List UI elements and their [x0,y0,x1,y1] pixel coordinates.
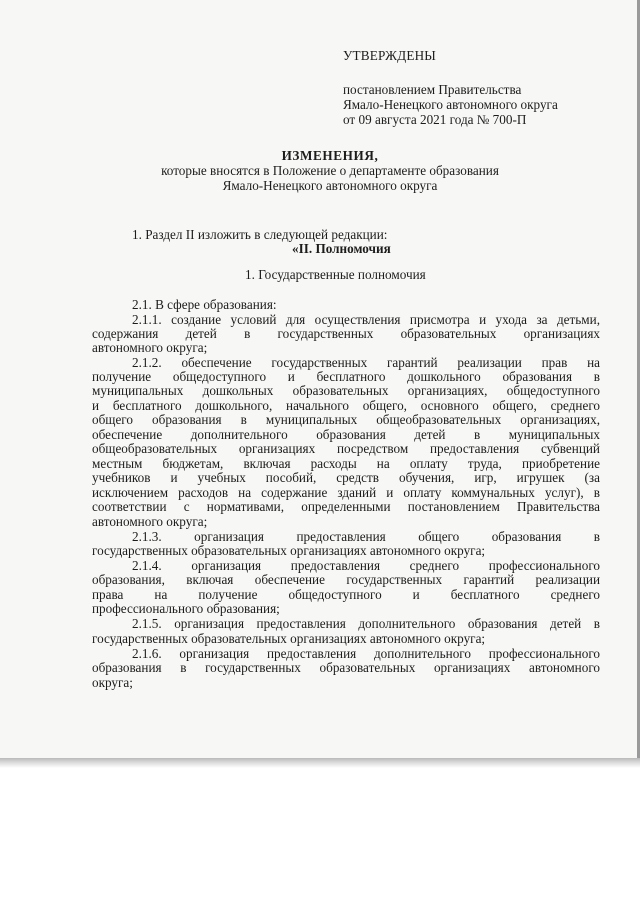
paragraph-line: 2.1.3. организация предоставления общего образования в [132,529,600,544]
paragraph-line: государственных образовательных организациях автономного округа; [92,543,486,558]
approval-stamp [343,48,558,127]
document-header [120,148,540,193]
paragraph-line: 2.1.1. создание условий для осуществления присмотра и ухода за детьми, [132,312,600,327]
approval-line: от 09 августа 2021 года № 700-П [343,112,527,127]
paragraph-line: государственных образовательных организациях автономного округа; [92,631,486,646]
paragraph-line: автономного округа; [92,340,208,355]
paragraph-line: 2.1.5. организация предоставления дополнительного образования детей в [132,616,600,631]
page-bottom-edge [0,758,640,768]
paragraph-line: и бесплатного дошкольного, начального общего, основного общего, среднего [92,398,600,413]
paragraph-line: 2.1.4. организация предоставления среднего профессионального [132,558,600,573]
paragraph-line: исключением расходов на содержание зданий и оплату коммунальных услуг), в [92,485,600,500]
document-subtitle-line: Ямало-Ненецкого автономного округа [222,178,438,193]
intro-line: 1. Раздел II изложить в следующей редакции: [132,227,388,242]
paragraph-line: муниципальных дошкольных образовательных организациях, общедоступного [92,383,600,398]
paragraph-line: 2.1.6. организация предоставления дополнительного профессионального [132,646,600,661]
section-heading: «II. Полномочия [292,241,391,256]
paragraph-line: получение общедоступного и бесплатного дошкольного образования в [92,369,600,384]
paragraph-line: округа; [92,675,133,690]
paragraph-line: образования в государственных образовательных организациях автономного [92,660,600,675]
paragraph-line: образования, включая обеспечение государственных гарантий реализации [92,572,600,587]
paragraph-line: обеспечение дополнительного образования детей в муниципальных [92,427,600,442]
paragraph-line: учебников и учебных пособий, средств обучения, игр, игрушек (за [92,470,600,485]
paragraph-line: профессионального образования; [92,601,280,616]
subsection-heading: 1. Государственные полномочия [245,267,426,282]
paragraph-line: местным бюджетам, включая расходы на оплату труда, приобретение [92,456,600,471]
approval-line: постановлением Правительства [343,82,522,97]
paragraph-line: автономного округа; [92,514,208,529]
paragraph-line: 2.1.2. обеспечение государственных гарантий реализации прав на [132,355,600,370]
approval-title: УТВЕРЖДЕНЫ [343,48,437,63]
paragraph-line: общеобразовательных организациях посредством предоставления субвенций [92,441,600,456]
document-title: ИЗМЕНЕНИЯ, [281,148,379,163]
paragraph-line: общего образования в муниципальных общеобразовательных организациях, [92,412,600,427]
document-subtitle-line: которые вносятся в Положение о департаменте образования [161,163,499,178]
paragraph-line: содержания детей в государственных образовательных организациях [92,326,600,341]
paragraph-line: соответствии с нормативами, определенными постановлением Правительства [92,499,600,514]
paragraph-line: права на получение общедоступного и бесплатного среднего [92,587,600,602]
approval-line: Ямало-Ненецкого автономного округа [343,97,558,112]
paragraph-2-1: 2.1. В сфере образования: [132,297,277,312]
